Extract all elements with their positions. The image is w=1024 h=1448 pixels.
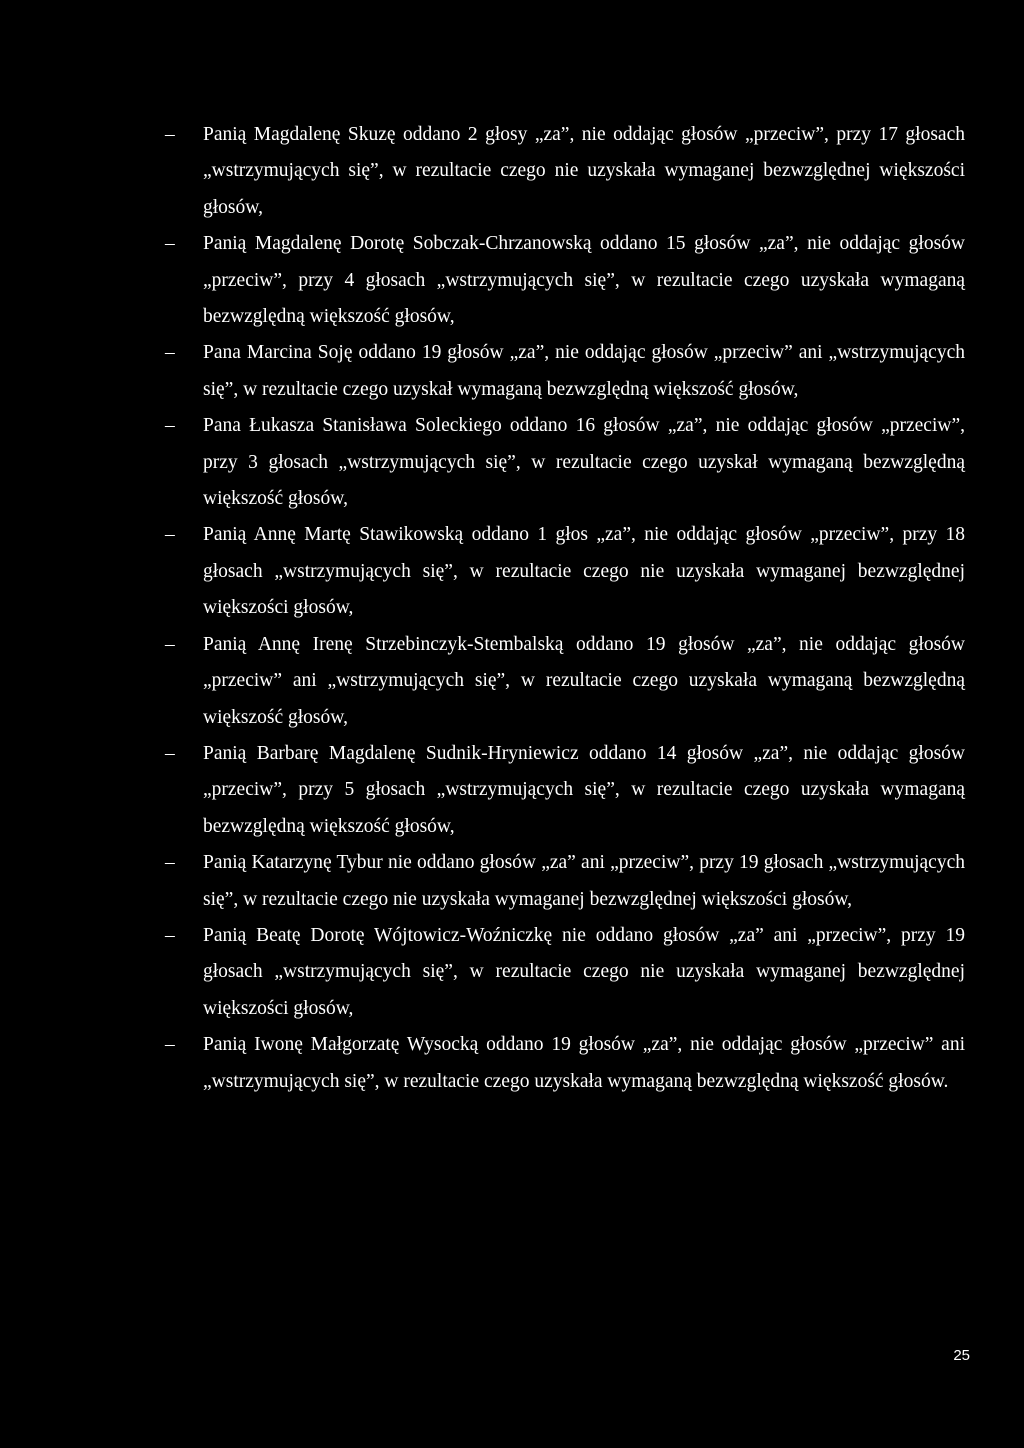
page-number: 25: [953, 1347, 970, 1364]
list-item: [165, 408, 965, 517]
list-item-text: Pana Marcina Soję oddano 19 głosów „za”, nie oddając głosów „przeciw” ani „wstrzymujących się”, w rezultacie czego uzyskał wymaganą bezwzględną większość głosów,: [203, 342, 965, 400]
list-item-text: Panią Iwonę Małgorzatę Wysocką oddano 19 głosów „za”, nie oddając głosów „przeciw” ani „wstrzymujących się”, w rezultacie czego uzyskała wymaganą bezwzględną większość głosów.: [203, 1034, 965, 1092]
list-item-text: Panią Annę Irenę Strzebinczyk-Stembalską oddano 19 głosów „za”, nie oddając głosów „przeciw” ani „wstrzymujących się”, w rezultacie czego uzyskała wymaganą bezwzględną większość głosów,: [203, 633, 965, 728]
list-item: [165, 845, 965, 918]
list-dash: –: [165, 342, 175, 364]
results-list: [0, 117, 1024, 1100]
list-item: [165, 918, 965, 1027]
list-item-text: Panią Barbarę Magdalenę Sudnik-Hryniewicz oddano 14 głosów „za”, nie oddając głosów „przeciw”, przy 5 głosach „wstrzymujących się”, w rezultacie czego uzyskała wymaganą bezwzględną większość głosów,: [203, 742, 965, 837]
list-item: [165, 335, 965, 408]
list-dash: –: [165, 742, 175, 764]
list-item-text: Panią Magdalenę Skuzę oddano 2 głosy „za”, nie oddając głosów „przeciw”, przy 17 głosach „wstrzymujących się”, w rezultacie czego nie uzyskała wymaganej bezwzględnej większości głosów,: [203, 124, 965, 218]
list-dash: –: [165, 852, 175, 874]
list-dash: –: [165, 1034, 175, 1056]
list-item: [165, 226, 965, 335]
list-dash: –: [165, 924, 175, 946]
list-dash: –: [165, 524, 175, 546]
list-dash: –: [165, 233, 175, 255]
list-item-text: Panią Beatę Dorotę Wójtowicz-Woźniczkę nie oddano głosów „za” ani „przeciw”, przy 19 głosach „wstrzymujących się”, w rezultacie czego nie uzyskała wymaganej bezwzględnej większości głosów,: [203, 924, 965, 1019]
list-item-text: Panią Annę Martę Stawikowską oddano 1 głos „za”, nie oddając głosów „przeciw”, przy 18 głosach „wstrzymujących się”, w rezultacie czego nie uzyskała wymaganej bezwzględnej większości głosów,: [203, 524, 965, 619]
list-item: [165, 1027, 965, 1100]
list-dash: –: [165, 124, 175, 145]
list-item-text: Pana Łukasza Stanisława Soleckiego oddano 16 głosów „za”, nie oddając głosów „przeciw”, przy 3 głosach „wstrzymujących się”, w rezultacie czego uzyskał wymaganą bezwzględną większość głosów,: [203, 415, 965, 510]
list-item: [165, 736, 965, 845]
list-dash: –: [165, 633, 175, 655]
list-dash: –: [165, 415, 175, 437]
list-item: [165, 117, 965, 226]
list-item: [165, 517, 965, 626]
list-item: [165, 627, 965, 736]
list-item-text: Panią Katarzynę Tybur nie oddano głosów „za” ani „przeciw”, przy 19 głosach „wstrzymujących się”, w rezultacie czego nie uzyskała wymaganej bezwzględnej większości głosów,: [203, 852, 965, 910]
list-item-text: Panią Magdalenę Dorotę Sobczak-Chrzanowską oddano 15 głosów „za”, nie oddając głosów „przeciw”, przy 4 głosach „wstrzymujących się”, w rezultacie czego uzyskała wymaganą bezwzględną większość głosów,: [203, 233, 965, 328]
